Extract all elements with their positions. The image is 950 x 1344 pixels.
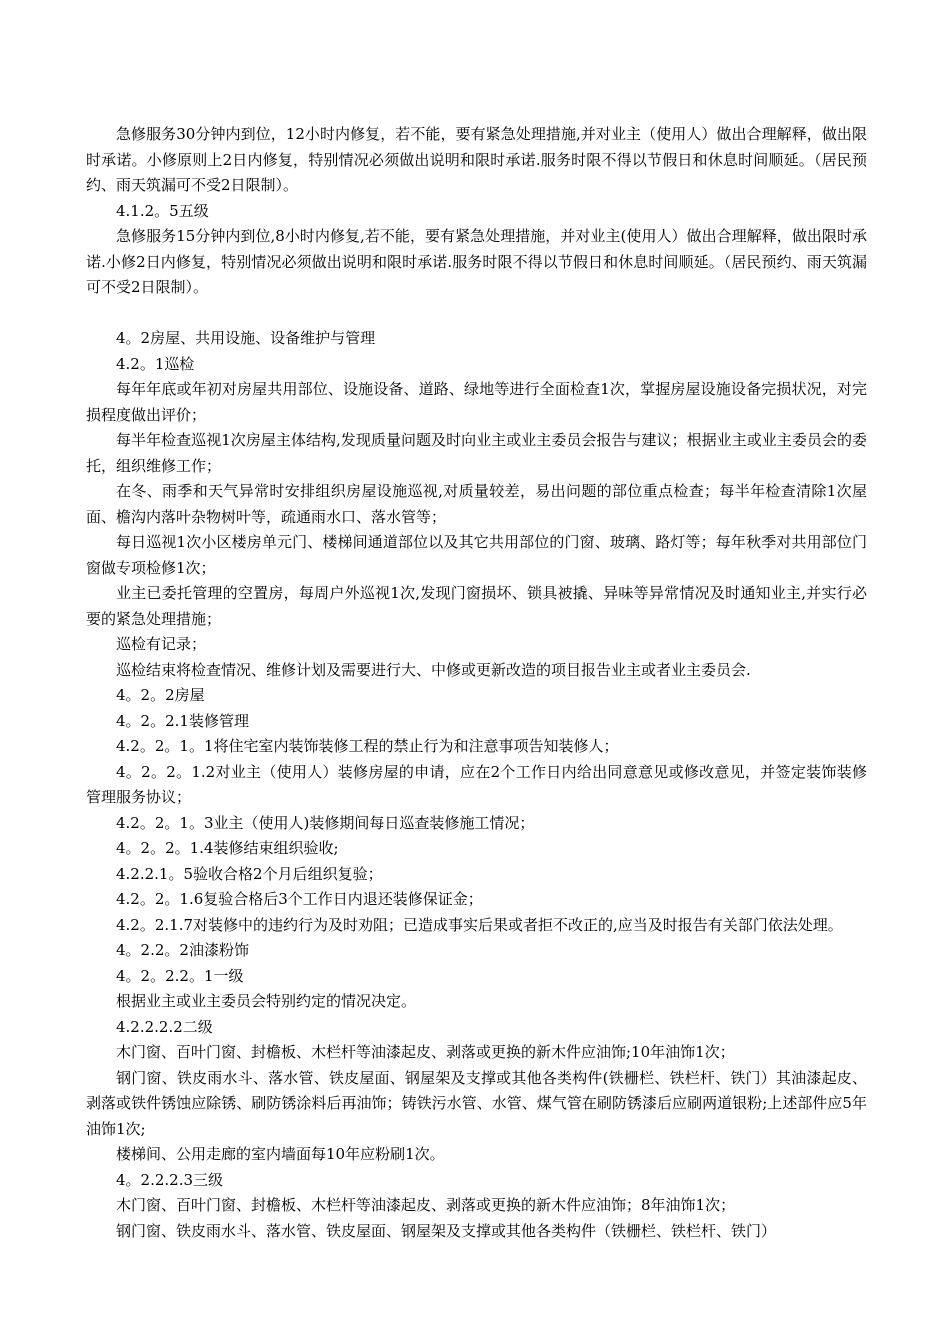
item-4-2-2-1-4: 4。2。2。1.4装修结束组织验收;	[116, 839, 339, 857]
paragraph-level1-painting: 根据业主或业主委员会特别约定的情况决定。	[116, 992, 417, 1010]
heading-4-2-2-2-3: 4。2.2.2.3三级	[116, 1170, 224, 1189]
paragraph-season-inspection: 在冬、雨季和天气异常时安排组织房屋设施巡视,对质量较差，易出问题的部位重点检查；每半年检查清除1次屋面、檐沟内落叶杂物树叶等，疏通雨水口、落水管等；	[86, 482, 867, 526]
paragraph-level2-walls: 楼梯间、公用走廊的室内墙面每10年应粉刷1次。	[116, 1145, 445, 1163]
heading-4-2-2-1: 4。2。2.1装修管理	[116, 711, 249, 730]
heading-4-2-2-2-2: 4.2.2.2.2二级	[116, 1017, 213, 1036]
paragraph-inspection-report: 巡检结束将检查情况、维修计划及需要进行大、中修或更新改造的项目报告业主或者业主委员会.	[116, 660, 751, 679]
heading-4-2-2: 4。2。2房屋	[116, 686, 205, 704]
item-4-2-2-1-5: 4.2.2.1。5验收合格2个月后组织复验；	[116, 864, 383, 883]
paragraph-half-year-inspection: 每半年检查巡视1次房屋主体结构,发现质量问题及时向业主或业主委员会报告与建议；根据业主或业主委员会的委托，组织维修工作；	[86, 431, 867, 475]
item-4-2-2-1-1: 4.2。2。1。1将住宅室内装饰装修工程的禁止行为和注意事项告知装修人；	[116, 737, 619, 755]
item-4-2-2-1-7: 4.2。2.1.7对装修中的违约行为及时劝阻；已造成事实后果或者拒不改正的,应当及时报告有关部门依法处理。	[116, 915, 843, 934]
item-4-2-2-1-6: 4.2。2。1.6复验合格后3个工作日内退还装修保证金；	[116, 890, 483, 908]
item-4-2-2-1-2: 4。2。2。1.2对业主（使用人）装修房屋的申请，应在2个工作日内给出同意意见或修改意见，并签定装饰装修管理服务协议；	[86, 762, 867, 806]
heading-4-2-2-2-1: 4。2。2.2。1一级	[116, 966, 244, 985]
paragraph-daily-inspection: 每日巡视1次小区楼房单元门、楼梯间通道部位以及其它共用部位的门窗、玻璃、路灯等；每年秋季对共用部位门窗做专项检修1次；	[86, 533, 867, 577]
document-page	[86, 122, 867, 1244]
heading-4-2: 4。2房屋、共用设施、设备维护与管理	[116, 329, 376, 347]
paragraph-urgent-repair-level5: 急修服务15分钟内到位,8小时内修复,若不能，要有紧急处理措施，并对业主(使用人）做出合理解释，做出限时承诺.小修2日内修复，特别情况必须做出说明和限时承诺.服务时限不得以节假日和休息时间顺延。（居民预约、雨天筑漏可不受2日限制）。	[86, 227, 867, 296]
paragraph-level2-wood: 木门窗、百叶门窗、封檐板、木栏杆等油漆起皮、剥落或更换的新木件应油饰;10年油饰1次；	[116, 1043, 735, 1061]
paragraph-inspection-record: 巡检有记录；	[116, 635, 207, 653]
heading-4-1-2-5: 4.1.2。5五级	[116, 201, 209, 220]
paragraph-level3-steel: 钢门窗、铁皮雨水斗、落水管、铁皮屋面、钢屋架及支撑或其他各类构件（铁栅栏、铁栏杆、铁门）	[116, 1221, 777, 1240]
paragraph-urgent-repair-level4: 急修服务30分钟内到位，12小时内修复，若不能，要有紧急处理措施,并对业主（使用人）做出合理解释，做出限时承诺。小修原则上2日内修复，特别情况必须做出说明和限时承诺.服务时限不得以节假日和休息时间顺延。（居民预约、雨天筑漏可不受2日限制）。	[86, 125, 867, 194]
paragraph-level3-wood: 木门窗、百叶门窗、封檐板、木栏杆等油漆起皮、剥落或更换的新木件应油饰；8年油饰1次；	[116, 1196, 736, 1214]
paragraph-annual-inspection: 每年年底或年初对房屋共用部位、设施设备、道路、绿地等进行全面检查1次，掌握房屋设施设备完损状况，对完损程度做出评价；	[86, 380, 867, 424]
paragraph-level2-steel: 钢门窗、铁皮雨水斗、落水管、铁皮屋面、钢屋架及支撑或其他各类构件(铁栅栏、铁栏杆、铁门）其油漆起皮、剥落或铁件锈蚀应除锈、刷防锈涂料后再油饰；铸铁污水管、水管、煤气管在刷防锈漆后应刷两道银粉;上述部件应5年油饰1次;	[86, 1068, 867, 1138]
paragraph-vacant-house: 业主已委托管理的空置房，每周户外巡视1次,发现门窗损坏、锁具被撬、异味等异常情况及时通知业主,并实行必要的紧急处理措施；	[86, 584, 867, 628]
item-4-2-2-1-3: 4.2。2。1。3业主（使用人)装修期间每日巡查装修施工情况；	[116, 813, 535, 832]
heading-4-2-1: 4.2。1巡检	[116, 354, 195, 373]
heading-4-2-2-2: 4。2.2。2油漆粉饰	[116, 941, 249, 959]
blank-line	[86, 301, 867, 327]
